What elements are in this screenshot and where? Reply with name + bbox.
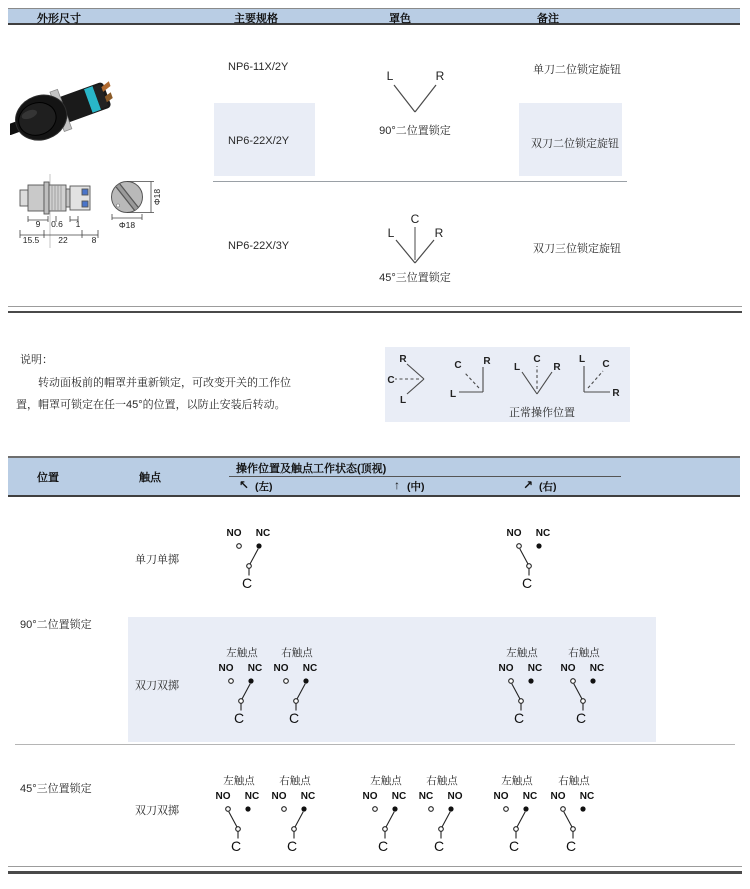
dim-06: 0.6 — [51, 219, 63, 229]
svg-text:L: L — [513, 362, 521, 373]
normal-position-diagram — [573, 352, 621, 404]
contact-pair-label: 左触点 — [506, 647, 538, 659]
switch-symbol-icon — [556, 662, 612, 726]
contact-pair-label: 右触点 — [558, 775, 590, 787]
dim-side-dia: Φ18 — [152, 188, 162, 206]
svg-text:NC: NC — [522, 791, 538, 802]
col-mid-label: (中) — [407, 481, 425, 493]
three-position-diagram — [370, 206, 460, 272]
spec-row-separator — [213, 181, 627, 182]
svg-text:R: R — [553, 362, 561, 373]
svg-text:L: L — [449, 389, 457, 400]
svg-text:NC: NC — [527, 663, 543, 674]
svg-text:C: C — [233, 710, 245, 726]
contact-state-symbol — [358, 773, 414, 854]
arrow-left-icon: ↖ — [239, 478, 250, 492]
switch-symbol-icon — [211, 790, 267, 854]
svg-text:NO: NO — [362, 791, 378, 802]
svg-text:C: C — [433, 838, 445, 854]
switch-symbol-icon — [494, 662, 550, 726]
normal-operation-caption: 正常操作位置 — [509, 407, 575, 419]
contact-state-symbol — [222, 527, 278, 591]
contact-state-symbol — [267, 773, 323, 854]
row-spst-label: 单刀单掷 — [135, 554, 179, 566]
contact-pair-label: 右触点 — [281, 647, 313, 659]
contact-state-symbol — [211, 773, 267, 854]
switch-symbol-icon — [414, 790, 470, 854]
contact-state-symbol — [502, 527, 558, 591]
arrow-right-icon: ↗ — [523, 478, 534, 492]
svg-text:C: C — [377, 838, 389, 854]
svg-text:NC: NC — [589, 663, 605, 674]
svg-text:NO: NO — [447, 791, 463, 802]
svg-text:R: R — [435, 69, 445, 83]
svg-text:L: L — [399, 395, 407, 404]
remark-row1: 单刀二位锁定旋钮 — [533, 64, 621, 76]
dim-front-dia: Φ18 — [118, 220, 136, 230]
svg-text:NO: NO — [271, 791, 287, 802]
spec-table-bottom-thick — [8, 311, 742, 313]
contact-state-symbol — [494, 645, 550, 726]
contact-state-symbol — [214, 645, 270, 726]
switch-symbol-icon — [358, 790, 414, 854]
switch-symbol-icon — [222, 527, 278, 591]
svg-text:NC: NC — [579, 791, 595, 802]
svg-text:C: C — [521, 575, 533, 591]
contact-state-symbol — [269, 645, 325, 726]
notes-line2: 置，帽罩可锁定在任一45°的位置，以防止安装后转动。 — [16, 399, 286, 411]
remark-row3: 双刀三位锁定旋钮 — [533, 243, 621, 255]
switch-symbol-icon — [546, 790, 602, 854]
dim-155: 15.5 — [22, 235, 40, 245]
dim-22: 22 — [58, 235, 68, 245]
row-dpdt-label: 双刀双掷 — [135, 680, 179, 692]
switch-symbol-icon — [502, 527, 558, 591]
two-position-diagram — [370, 60, 460, 118]
switch-symbol-icon — [269, 662, 325, 726]
col-header-contact: 触点 — [139, 472, 161, 484]
notes-title: 说明： — [20, 354, 53, 366]
svg-text:NO: NO — [498, 663, 514, 674]
svg-text:C: C — [575, 710, 587, 726]
state-table-header — [8, 456, 740, 497]
svg-text:NC: NC — [244, 791, 260, 802]
dim-8: 8 — [91, 235, 97, 245]
svg-text:C: C — [288, 710, 300, 726]
col-right-label: (右) — [539, 481, 557, 493]
svg-text:C: C — [241, 575, 253, 591]
dim-1: 1 — [75, 219, 81, 229]
svg-text:C: C — [508, 838, 520, 854]
dimension-drawing — [8, 172, 213, 254]
svg-text:R: R — [612, 388, 620, 399]
svg-text:C: C — [387, 375, 395, 386]
contact-pair-label: 左触点 — [226, 647, 258, 659]
svg-text:NC: NC — [302, 663, 318, 674]
dim-9: 9 — [35, 219, 41, 229]
svg-text:C: C — [454, 360, 462, 371]
svg-text:NO: NO — [218, 663, 234, 674]
contact-state-symbol — [556, 645, 612, 726]
product-photo — [10, 70, 125, 150]
col-header-outline: 外形尺寸 — [37, 13, 81, 25]
two-position-caption: 90°二位置锁定 — [379, 125, 451, 137]
svg-text:R: R — [399, 354, 407, 365]
svg-text:L: L — [386, 69, 394, 83]
col-header-state: 操作位置及触点工作状态(顶视) — [236, 463, 387, 475]
remark-row2: 双刀二位锁定旋钮 — [531, 138, 619, 150]
switch-symbol-icon — [267, 790, 323, 854]
svg-text:R: R — [434, 226, 444, 240]
svg-text:C: C — [230, 838, 242, 854]
switch-symbol-icon — [489, 790, 545, 854]
spec-table-header — [8, 8, 740, 25]
group-separator — [15, 744, 735, 745]
col-header-cover: 罩色 — [389, 13, 411, 25]
group-45-label: 45°三位置锁定 — [20, 783, 92, 795]
svg-text:R: R — [483, 356, 491, 367]
normal-operation-box — [385, 347, 630, 422]
svg-text:NO: NO — [493, 791, 509, 802]
svg-text:NC: NC — [247, 663, 263, 674]
svg-text:C: C — [513, 710, 525, 726]
col-header-spec: 主要规格 — [234, 13, 278, 25]
group-90-label: 90°二位置锁定 — [20, 619, 92, 631]
svg-text:NO: NO — [506, 528, 522, 539]
svg-text:NO: NO — [550, 791, 566, 802]
svg-text:NC: NC — [391, 791, 407, 802]
normal-position-diagram — [513, 352, 561, 404]
svg-text:NO: NO — [273, 663, 289, 674]
contact-pair-label: 左触点 — [501, 775, 533, 787]
col-header-position: 位置 — [37, 472, 59, 484]
spec-table-bottom-thin — [8, 306, 742, 307]
row-dpdt2-label: 双刀双掷 — [135, 805, 179, 817]
notes-line1: 转动面板前的帽罩并重新锁定，可改变开关的工作位 — [38, 377, 291, 389]
contact-state-symbol — [546, 773, 602, 854]
svg-text:NO: NO — [215, 791, 231, 802]
svg-text:C: C — [602, 359, 610, 370]
normal-position-diagram — [386, 352, 434, 404]
three-position-caption: 45°三位置锁定 — [379, 272, 451, 284]
page-bottom-thick — [8, 871, 742, 874]
svg-text:C: C — [533, 354, 541, 365]
model-np6-11x2y: NP6-11X/2Y — [228, 61, 289, 73]
model-np6-22x3y: NP6-22X/3Y — [228, 240, 290, 252]
svg-text:NC: NC — [418, 791, 434, 802]
normal-position-diagram — [446, 352, 494, 404]
switch-symbol-icon — [214, 662, 270, 726]
svg-text:NO: NO — [226, 528, 242, 539]
svg-text:NO: NO — [560, 663, 576, 674]
arrow-mid-icon: ↑ — [394, 478, 400, 492]
col-header-remark: 备注 — [537, 13, 559, 25]
svg-text:L: L — [387, 226, 395, 240]
state-header-underline — [229, 476, 621, 477]
contact-state-symbol — [489, 773, 545, 854]
contact-pair-label: 右触点 — [568, 647, 600, 659]
contact-state-symbol — [414, 773, 470, 854]
svg-text:NC: NC — [255, 528, 271, 539]
svg-text:NC: NC — [300, 791, 316, 802]
svg-text:C: C — [410, 212, 420, 226]
svg-text:L: L — [578, 354, 586, 365]
contact-pair-label: 左触点 — [370, 775, 402, 787]
contact-pair-label: 右触点 — [426, 775, 458, 787]
col-left-label: (左) — [255, 481, 273, 493]
contact-pair-label: 右触点 — [279, 775, 311, 787]
svg-text:C: C — [286, 838, 298, 854]
contact-pair-label: 左触点 — [223, 775, 255, 787]
svg-text:C: C — [565, 838, 577, 854]
svg-text:NC: NC — [535, 528, 551, 539]
page-bottom-thin — [8, 866, 742, 867]
model-np6-22x2y: NP6-22X/2Y — [228, 135, 290, 147]
